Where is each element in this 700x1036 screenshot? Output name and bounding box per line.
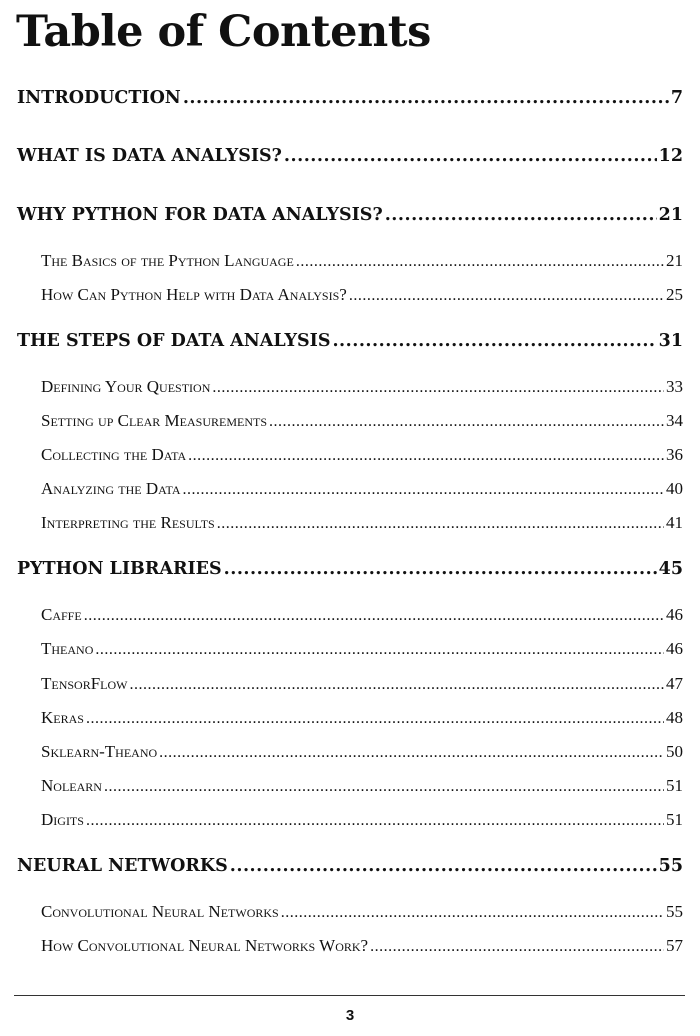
- dot-leader: [159, 742, 664, 764]
- toc-entry-label: Theano: [41, 639, 94, 658]
- dot-leader: [130, 674, 664, 696]
- toc-entry-label: TensorFlow: [41, 674, 128, 693]
- page-title: Table of Contents: [16, 7, 431, 57]
- dot-leader: [183, 479, 664, 501]
- toc-entry-label: Analyzing the Data: [41, 479, 181, 498]
- toc-chapter-why-python[interactable]: [17, 203, 683, 227]
- toc-entry-label: The Basics of the Python Language: [41, 251, 294, 270]
- toc-entry-page: 51: [666, 776, 683, 795]
- toc-entry-label: INTRODUCTION: [17, 88, 181, 108]
- toc-section-convolutional-neural-networks[interactable]: [41, 901, 683, 923]
- toc-entry-label: Convolutional Neural Networks: [41, 902, 279, 921]
- toc-entry-page: 34: [666, 411, 683, 430]
- toc-entry-page: 40: [666, 479, 683, 498]
- dot-leader: [212, 377, 664, 399]
- dot-leader: [370, 936, 664, 958]
- toc-entry-page: 12: [658, 146, 683, 166]
- toc-chapter-python-libraries[interactable]: [17, 557, 683, 581]
- toc-entry-label: NEURAL NETWORKS: [17, 856, 228, 876]
- toc-entry-page: 21: [666, 251, 683, 270]
- toc-section-tensorflow[interactable]: [41, 673, 683, 695]
- toc-chapter-steps-of-data-analysis[interactable]: [17, 329, 683, 353]
- dot-leader: [95, 639, 664, 661]
- toc-entry-label: Keras: [41, 708, 84, 727]
- dot-leader: [188, 445, 664, 467]
- toc-entry-label: Caffe: [41, 605, 82, 624]
- dot-leader: [332, 329, 656, 353]
- toc-section-sklearn-theano[interactable]: [41, 741, 683, 763]
- dot-leader: [281, 902, 664, 924]
- page-number: 3: [345, 1007, 355, 1024]
- dot-leader: [349, 285, 664, 307]
- dot-leader: [230, 854, 657, 878]
- toc-chapter-neural-networks[interactable]: [17, 854, 683, 878]
- toc-section-keras[interactable]: [41, 707, 683, 729]
- dot-leader: [86, 708, 664, 730]
- dot-leader: [385, 203, 657, 227]
- toc-entry-label: Interpreting the Results: [41, 513, 215, 532]
- toc-entry-label: How Can Python Help with Data Analysis?: [41, 285, 347, 304]
- toc-entry-page: 47: [666, 674, 683, 693]
- toc-entry-label: Setting up Clear Measurements: [41, 411, 267, 430]
- toc-entry-page: 33: [666, 377, 683, 396]
- toc-entry-page: 51: [666, 810, 683, 829]
- toc-entry-label: WHAT IS DATA ANALYSIS?: [17, 146, 282, 166]
- toc-section-defining-question[interactable]: [41, 376, 683, 398]
- toc-entry-label: Sklearn-Theano: [41, 742, 158, 761]
- toc-entry-page: 48: [666, 708, 683, 727]
- toc-section-python-basics[interactable]: [41, 250, 683, 272]
- dot-leader: [84, 605, 664, 627]
- toc-section-digits[interactable]: [41, 809, 683, 831]
- toc-entry-page: 46: [666, 639, 683, 658]
- toc-entry-label: THE STEPS OF DATA ANALYSIS: [17, 331, 331, 351]
- dot-leader: [183, 86, 669, 110]
- dot-leader: [224, 557, 657, 581]
- toc-entry-page: 31: [658, 331, 683, 351]
- toc-entry-page: 45: [658, 559, 683, 579]
- toc-entry-page: 55: [658, 856, 683, 876]
- toc-entry-page: 36: [666, 445, 683, 464]
- toc-section-caffe[interactable]: [41, 604, 683, 626]
- toc-entry-page: 7: [670, 88, 683, 108]
- toc-entry-label: How Convolutional Neural Networks Work?: [41, 936, 369, 955]
- toc-entry-page: 57: [666, 936, 683, 955]
- toc-entry-label: Collecting the Data: [41, 445, 187, 464]
- toc-section-theano[interactable]: [41, 638, 683, 660]
- toc-entry-label: WHY PYTHON FOR DATA ANALYSIS?: [17, 205, 383, 225]
- dot-leader: [86, 810, 664, 832]
- toc-chapter-introduction[interactable]: [17, 86, 683, 110]
- toc-entry-page: 55: [666, 902, 683, 921]
- dot-leader: [104, 776, 664, 798]
- toc-section-python-help[interactable]: [41, 284, 683, 306]
- toc-entry-page: 25: [666, 285, 683, 304]
- toc-section-nolearn[interactable]: [41, 775, 683, 797]
- toc-section-interpreting-results[interactable]: [41, 512, 683, 534]
- toc-chapter-what-is-data-analysis[interactable]: [17, 144, 683, 168]
- toc-entry-page: 46: [666, 605, 683, 624]
- toc-entry-label: Nolearn: [41, 776, 102, 795]
- dot-leader: [269, 411, 664, 433]
- toc-entry-label: Defining Your Question: [41, 377, 211, 396]
- toc-entry-page: 21: [658, 205, 683, 225]
- dot-leader: [284, 144, 657, 168]
- toc-entry-label: PYTHON LIBRARIES: [17, 559, 222, 579]
- dot-leader: [217, 513, 664, 535]
- toc-entry-label: Digits: [41, 810, 84, 829]
- toc-section-collecting-data[interactable]: [41, 444, 683, 466]
- toc-entry-page: 50: [666, 742, 683, 761]
- toc-entry-page: 41: [666, 513, 683, 532]
- toc-section-how-cnn-work[interactable]: [41, 935, 683, 957]
- footer-divider: [14, 995, 685, 996]
- toc-section-clear-measurements[interactable]: [41, 410, 683, 432]
- dot-leader: [296, 251, 664, 273]
- toc-section-analyzing-data[interactable]: [41, 478, 683, 500]
